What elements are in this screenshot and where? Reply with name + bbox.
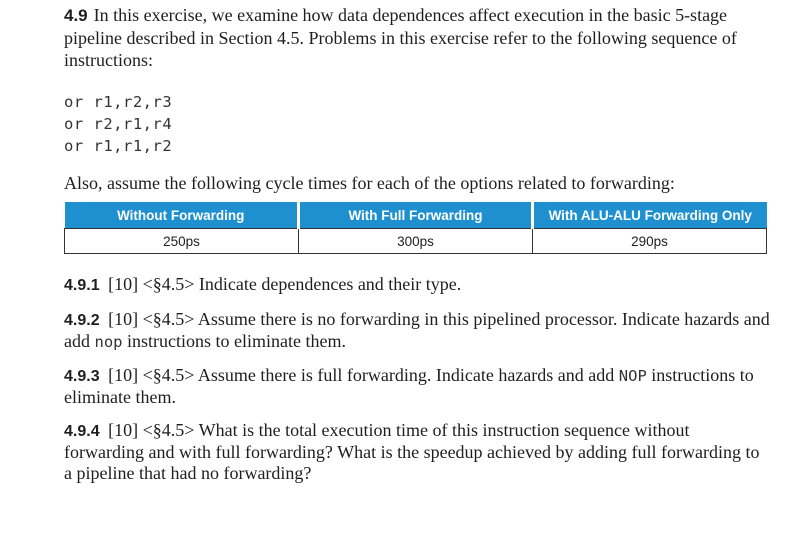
problem-points: [10] xyxy=(108,420,139,440)
problem-4-9-4 xyxy=(64,420,770,484)
problem-4-9-1 xyxy=(64,274,770,296)
table-row xyxy=(65,229,767,254)
problem-section: <§4.5> xyxy=(142,309,195,329)
table-cell: 300ps xyxy=(299,229,533,254)
exercise-intro-text: In this exercise, we examine how data dependences affect execution in the basic 5-stage pipeline described in Section 4.5. Problems in this exercise refer to the following sequence of instructions: xyxy=(64,5,737,70)
exercise-intro xyxy=(64,4,770,71)
problem-4-9-2 xyxy=(64,309,770,353)
instruction-sequence xyxy=(64,91,770,157)
forwarding-cycle-time-table xyxy=(64,202,767,254)
problem-section: <§4.5> xyxy=(142,420,195,440)
problem-text-after: instructions to eliminate them. xyxy=(122,331,346,351)
table-cell: 290ps xyxy=(533,229,767,254)
instruction-line: or r1,r2,r3 xyxy=(64,93,173,111)
problem-section: <§4.5> xyxy=(142,274,195,294)
problem-text: What is the total execution time of this instruction sequence without forwarding and with full forwarding? What is the speedup achieved by adding full forwarding to a pipeline that had no forwarding? xyxy=(64,420,760,483)
exercise-page xyxy=(64,4,770,484)
problem-text: Assume there is full forwarding. Indicate hazards and add xyxy=(197,365,619,385)
table-cell: 250ps xyxy=(65,229,299,254)
problem-number: 4.9.4 xyxy=(64,423,100,440)
exercise-number: 4.9 xyxy=(64,6,88,25)
problem-text: Assume there is no forwarding in this pipelined processor. Indicate hazards and add xyxy=(64,309,770,351)
column-header: With ALU-ALU Forwarding Only xyxy=(533,202,767,229)
problem-number: 4.9.1 xyxy=(64,277,100,294)
instruction-line: or r2,r1,r4 xyxy=(64,115,173,133)
problem-code-word: NOP xyxy=(618,367,647,385)
problem-points: [10] xyxy=(108,365,139,385)
problem-points: [10] xyxy=(108,309,139,329)
problem-number: 4.9.3 xyxy=(64,368,100,385)
problem-number: 4.9.2 xyxy=(64,312,100,329)
column-header: Without Forwarding xyxy=(65,202,299,229)
column-header: With Full Forwarding xyxy=(299,202,533,229)
assumption-text: Also, assume the following cycle times for each of the options related to forwarding: xyxy=(64,173,675,193)
instruction-line: or r1,r1,r2 xyxy=(64,137,173,155)
problem-section: <§4.5> xyxy=(142,365,195,385)
problem-points: [10] xyxy=(108,274,139,294)
problem-code-word: nop xyxy=(94,333,123,351)
problem-text: Indicate dependences and their type. xyxy=(198,274,462,294)
problem-text-after: instructions to eliminate them. xyxy=(64,365,754,407)
table-header-row xyxy=(65,202,767,229)
problem-4-9-3 xyxy=(64,365,770,408)
